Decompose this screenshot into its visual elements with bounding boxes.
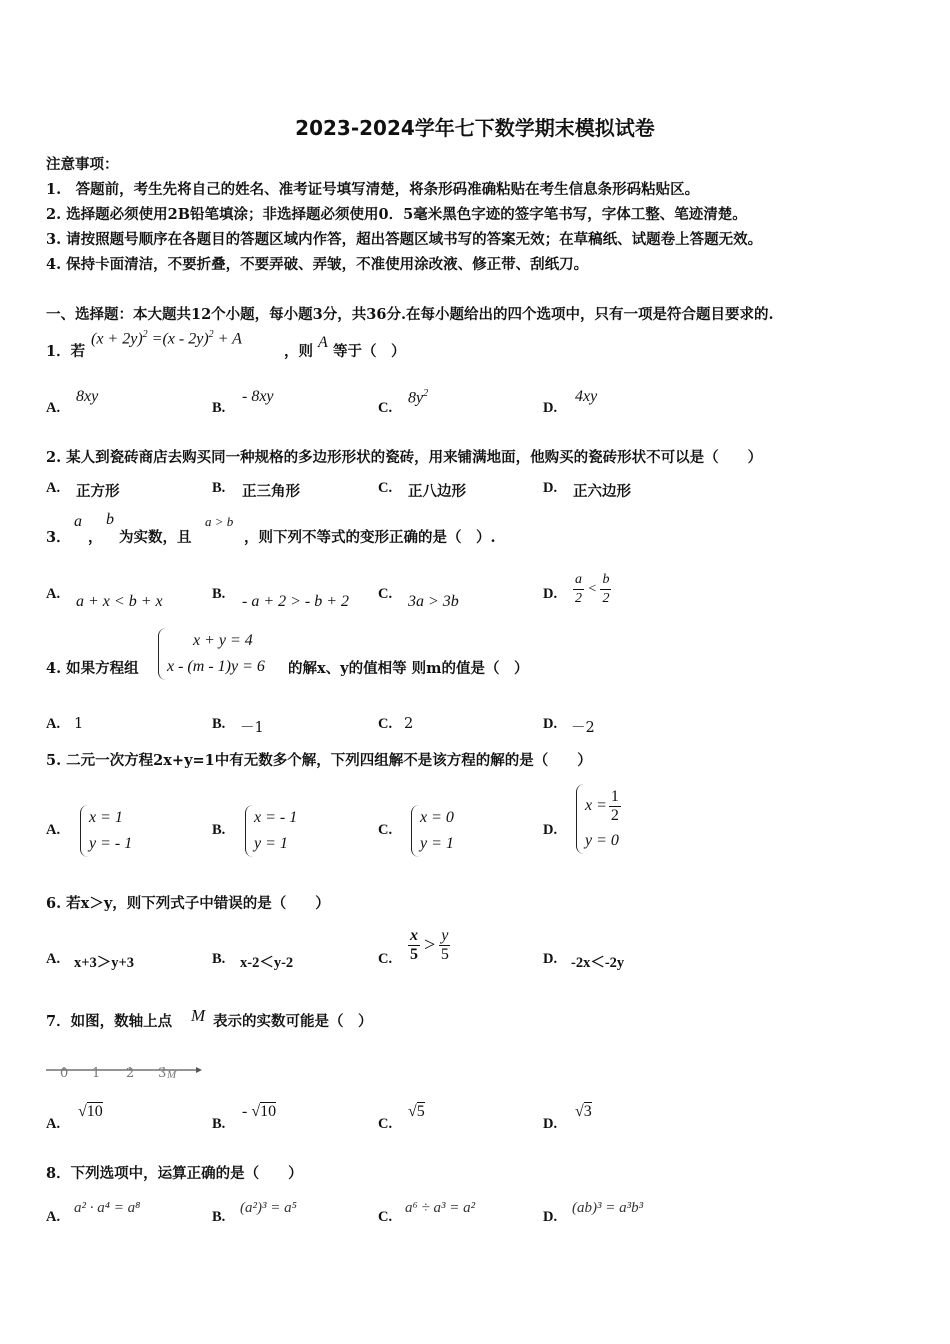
- q8-option-a-label[interactable]: A.: [46, 1209, 61, 1225]
- q8-option-c-label[interactable]: C.: [378, 1209, 393, 1225]
- q2-option-c[interactable]: 正八边形: [408, 483, 466, 500]
- q1-option-b[interactable]: - 8xy: [242, 388, 274, 405]
- q3-var-b: b: [106, 511, 114, 528]
- q3-var-a: a: [74, 513, 82, 530]
- notice-item-3: 3. 请按照题号顺序在各题目的答题区域内作答，超出答题区域书写的答案无效；在草稿纸、试题卷上答题无效。: [46, 231, 763, 248]
- q7-option-b[interactable]: - √10: [242, 1103, 277, 1120]
- q1-number: 1．若: [46, 343, 86, 360]
- q4-option-c[interactable]: 2: [404, 716, 414, 732]
- q3-option-c-label[interactable]: C.: [378, 586, 393, 602]
- q1-option-b-label[interactable]: B.: [212, 400, 226, 416]
- q3-option-d-label[interactable]: D.: [543, 586, 558, 602]
- q4-option-d-label[interactable]: D.: [543, 716, 558, 732]
- q1-option-c-label[interactable]: C.: [378, 400, 393, 416]
- number-line: [44, 1058, 204, 1088]
- q2-option-d[interactable]: 正六边形: [573, 483, 631, 500]
- q1-var: A: [318, 334, 328, 351]
- q4-option-b-label[interactable]: B.: [212, 716, 226, 732]
- q3-number: 3．: [46, 529, 71, 546]
- q6-text: 6. 若x＞y，则下列式子中错误的是（ ）: [46, 895, 330, 912]
- q6-option-d[interactable]: -2x＜-2y: [571, 955, 625, 971]
- q2-option-c-label[interactable]: C.: [378, 480, 393, 496]
- q5-option-c[interactable]: x = 0 y = 1: [411, 805, 454, 857]
- q8-text: 8．下列选项中，运算正确的是（ ）: [46, 1165, 303, 1182]
- section-heading: 一、选择题：本大题共12个小题，每小题3分，共36分.在每小题给出的四个选项中，只有一项是符合题目要求的.: [46, 306, 774, 323]
- q5-option-b[interactable]: x = - 1 y = 1: [245, 805, 297, 857]
- q4-option-a-label[interactable]: A.: [46, 716, 61, 732]
- q3-condition: a > b: [205, 514, 234, 529]
- q7-tail: 表示的实数可能是（ ）: [213, 1013, 373, 1030]
- tick-label-1: 1: [92, 1066, 101, 1081]
- notice-item-2: 2. 选择题必须使用2B铅笔填涂；非选择题必须使用0．5毫米黑色字迹的签字笔书写，字体工整、笔迹清楚。: [46, 206, 747, 223]
- q8-option-b-label[interactable]: B.: [212, 1209, 226, 1225]
- q4-system: x + y = 4 x - (m - 1)y = 6: [158, 628, 265, 680]
- q1-tail: 等于（ ）: [333, 343, 406, 360]
- q6-option-c[interactable]: $\frac{x}{5}$ > $\frac{y}{5}$: [410, 927, 449, 963]
- q7-option-c[interactable]: √5: [408, 1103, 425, 1120]
- notice-item-1: 1. 答题前，考生先将自己的姓名、准考证号填写清楚，将条形码准确粘贴在考生信息条形码粘贴区。: [46, 181, 700, 198]
- q5-option-b-label[interactable]: B.: [212, 822, 226, 838]
- q3-option-d[interactable]: $\frac{a}{2}$ < $\frac{b}{2}$: [575, 572, 610, 606]
- q3-option-c[interactable]: 3a > 3b: [408, 593, 459, 610]
- notice-heading: 注意事项：: [46, 156, 119, 173]
- tick-label-3: 3: [158, 1066, 167, 1081]
- q4-option-b[interactable]: －1: [240, 720, 264, 736]
- q3-option-b-label[interactable]: B.: [212, 586, 226, 602]
- notice-item-4: 4. 保持卡面清洁，不要折叠，不要弄破、弄皱，不准使用涂改液、修正带、刮纸刀。: [46, 256, 589, 273]
- q4-option-c-label[interactable]: C.: [378, 716, 393, 732]
- q7-var: M: [191, 1006, 206, 1025]
- q4-option-a[interactable]: 1: [74, 716, 84, 732]
- tick-label-2: 2: [126, 1066, 135, 1081]
- q7-option-a[interactable]: √10: [78, 1103, 103, 1120]
- q1-option-a-label[interactable]: A.: [46, 400, 61, 416]
- q8-option-a[interactable]: a² · a⁴ = a⁸: [74, 1200, 141, 1216]
- q2-option-b[interactable]: 正三角形: [242, 483, 300, 500]
- q2-option-b-label[interactable]: B.: [212, 480, 226, 496]
- q2-text: 2. 某人到瓷砖商店去购买同一种规格的多边形形状的瓷砖，用来铺满地面，他购买的瓷砖形状不可以是（ ）: [46, 449, 763, 466]
- q1-equation: $(x + 2y)^2 =(x - 2y)^2 + A$: [91, 329, 242, 348]
- q6-option-b[interactable]: x-2＜y-2: [240, 955, 294, 971]
- q5-option-c-label[interactable]: C.: [378, 822, 393, 838]
- q6-option-a[interactable]: x+3＞y+3: [74, 955, 135, 971]
- q8-option-d-label[interactable]: D.: [543, 1209, 558, 1225]
- q7-option-c-label[interactable]: C.: [378, 1116, 393, 1132]
- q6-option-d-label[interactable]: D.: [543, 951, 558, 967]
- number-line-arrow: [196, 1067, 202, 1073]
- q8-option-b[interactable]: (a²)³ = a⁵: [240, 1200, 297, 1216]
- q3-option-a[interactable]: a + x < b + x: [76, 593, 163, 610]
- q7-number: 7．如图，数轴上点: [46, 1013, 173, 1030]
- q5-option-a[interactable]: x = 1 y = - 1: [80, 805, 132, 857]
- q3-mid: 为实数，且: [119, 529, 192, 546]
- q3-tail: ，则下列不等式的变形正确的是（ ）.: [244, 529, 496, 546]
- q4-option-d[interactable]: －2: [571, 720, 595, 736]
- q1-option-d-label[interactable]: D.: [543, 400, 558, 416]
- q5-option-d-label[interactable]: D.: [543, 822, 558, 838]
- q2-option-a[interactable]: 正方形: [76, 483, 120, 500]
- q7-option-a-label[interactable]: A.: [46, 1116, 61, 1132]
- q1-option-c[interactable]: $8y^2$: [408, 388, 429, 407]
- q4-number: 4. 如果方程组: [46, 660, 139, 677]
- q1-then: ，则: [284, 343, 313, 360]
- tick-label-0: 0: [60, 1066, 69, 1081]
- q3-comma: ，: [88, 529, 103, 546]
- q3-option-a-label[interactable]: A.: [46, 586, 61, 602]
- q4-tail: 的解x、y的值相等 则m的值是（ ）: [288, 660, 529, 677]
- q7-option-d-label[interactable]: D.: [543, 1116, 558, 1132]
- q1-option-d[interactable]: 4xy: [575, 388, 598, 405]
- q6-option-a-label[interactable]: A.: [46, 951, 61, 967]
- q2-option-d-label[interactable]: D.: [543, 480, 558, 496]
- q5-option-d[interactable]: x = $\frac{1}{2}$ y = 0: [576, 784, 621, 854]
- q5-text: 5. 二元一次方程2x+y=1中有无数多个解，下列四组解不是该方程的解的是（ ）: [46, 752, 592, 769]
- q1-option-a[interactable]: 8xy: [76, 388, 99, 405]
- q7-option-d[interactable]: √3: [575, 1103, 592, 1120]
- page-title: 2023-2024学年七下数学期末模拟试卷: [295, 116, 655, 140]
- q2-option-a-label[interactable]: A.: [46, 480, 61, 496]
- q6-option-c-label[interactable]: C.: [378, 951, 393, 967]
- q8-option-c[interactable]: a⁶ ÷ a³ = a²: [405, 1200, 476, 1216]
- q8-option-d[interactable]: (ab)³ = a³b³: [572, 1200, 644, 1216]
- q5-option-a-label[interactable]: A.: [46, 822, 61, 838]
- q3-option-b[interactable]: - a + 2 > - b + 2: [242, 593, 350, 610]
- q6-option-b-label[interactable]: B.: [212, 951, 226, 967]
- q7-option-b-label[interactable]: B.: [212, 1116, 226, 1132]
- point-m-label: M: [167, 1069, 177, 1081]
